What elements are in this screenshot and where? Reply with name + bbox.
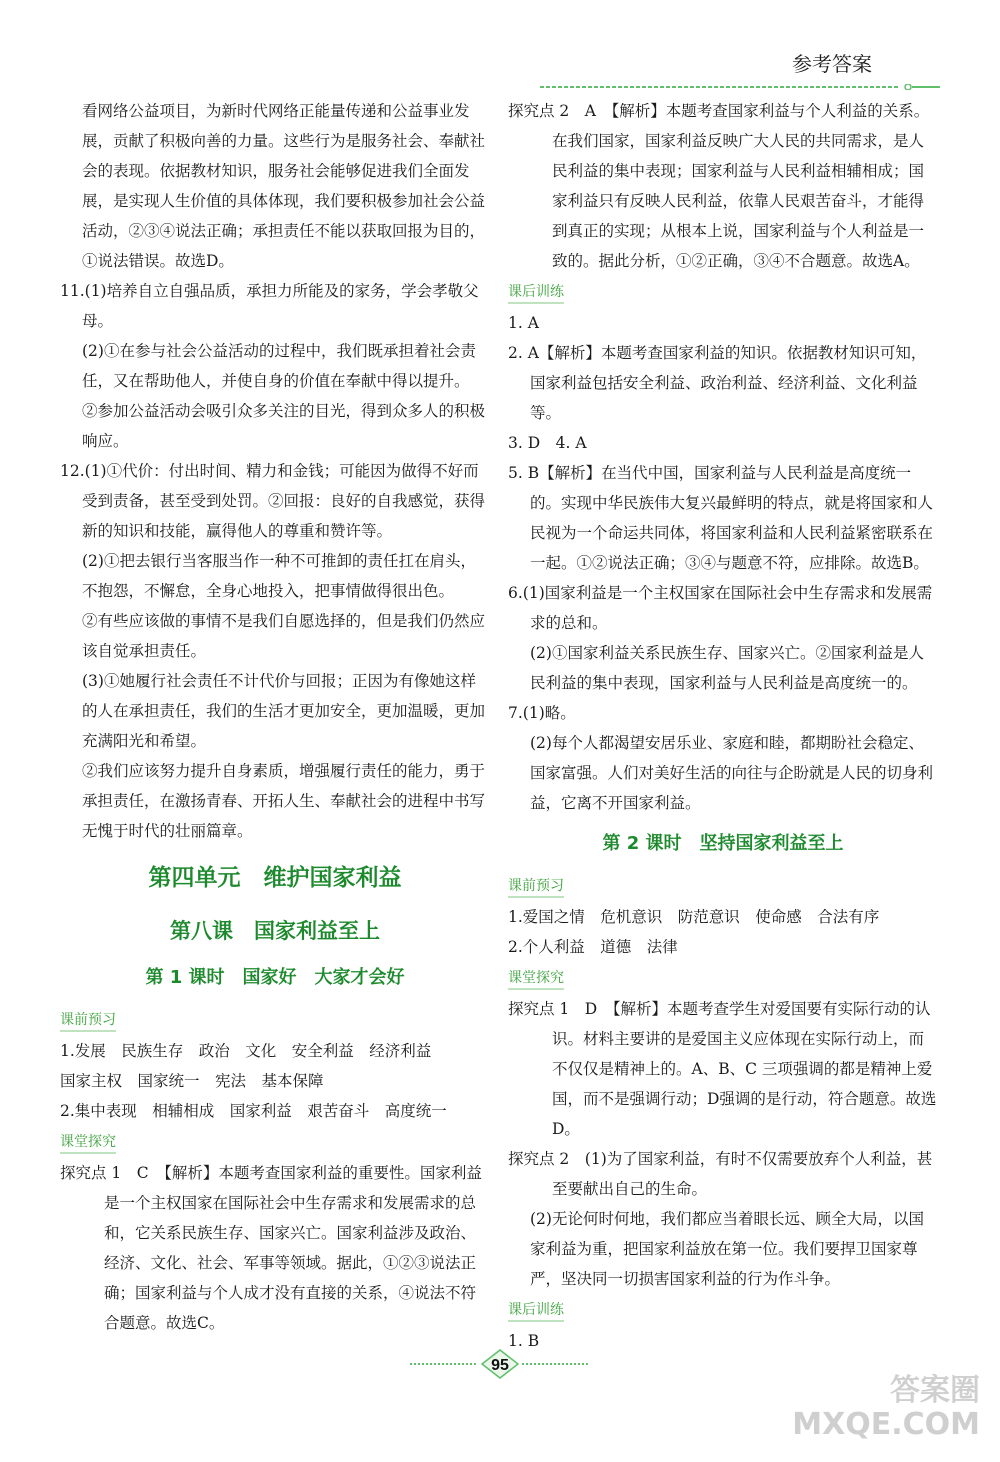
after-2-answer-1: 1. B — [508, 1332, 540, 1350]
after-answer-2: 2. A【解析】本题考查国家利益的知识。依据教材知识可知，国家利益包括安全利益、政治利益、经济利益、文化利益等。 — [508, 344, 927, 422]
after-answer-3-4: 3. D 4. A — [508, 434, 587, 452]
header-title: 参考答案 — [792, 52, 872, 76]
answer-12-part-2a: (2)①把去银行当客服当作一种不可推卸的责任扛在肩头，不抱怨，不懈怠，全身心地投入，把事情做得很出色。 — [82, 552, 476, 600]
after-answer-7-part-1: 7.(1)略。 — [508, 704, 576, 722]
explore-2-answer-1: 探究点 1 D 【解析】本题考查学生对爱国要有实际行动的认识。材料主要讲的是爱国主义应体现在实际行动上，而不仅仅是精神上的。A、B、C 三项强调的都是精神上爱国，而不是强调行动；D强调的是行动，符合题意。故选D。 — [508, 1000, 937, 1138]
after-answer-5: 5. B【解析】在当代中国，国家利益与人民利益是高度统一的。实现中华民族伟大复兴最鲜明的特点，就是将国家和人民视为一个命运共同体，将国家利益和人民利益紧密联系在一起。①②说法正确；③④与题意不符，应排除。故选B。 — [508, 464, 934, 572]
answer-paragraph: 看网络公益项目，为新时代网络正能量传递和公益事业发展，贡献了积极向善的力量。这些行为是服务社会、奉献社会的表现。依据教材知识，服务社会能够促进我们全面发展，是实现人生价值的具体体现，我们要积极参加社会公益活动，②③④说法正确；承担责任不能以获取回报为目的，①说法错误。故选D。 — [82, 102, 486, 270]
after-answer-7-part-2: (2)每个人都渴望安居乐业、家庭和睦，都期盼社会稳定、国家富强。人们对美好生活的向往与企盼就是人民的切身利益，它离不开国家利益。 — [530, 734, 934, 812]
answer-11-part-1: 11.(1)培养自立自强品质，承担力所能及的家务，学会孝敬父母。 — [60, 282, 479, 330]
watermark-line-1: 答案圈 — [890, 1373, 980, 1408]
answer-11-part-2b: ②参加公益活动会吸引众多关注的目光，得到众多人的积极响应。 — [82, 402, 486, 450]
preview-answer-1b: 国家主权 国家统一 宪法 基本保障 — [60, 1072, 324, 1090]
section-label-after-class: 课后训练 — [508, 282, 564, 304]
answer-12-part-1: 12.(1)①代价：付出时间、精力和金钱；可能因为做得不好而受到责备，甚至受到处罚。②回报：良好的自我感觉，获得新的知识和技能，赢得他人的尊重和赞许等。 — [60, 462, 486, 540]
watermark — [792, 1374, 980, 1442]
after-answer-6-part-2: (2)①国家利益关系民族生存、国家兴亡。②国家利益是人民利益的集中表现，国家利益与人民利益是高度统一的。 — [530, 644, 924, 692]
page-number: 95 — [491, 1357, 509, 1374]
answer-12-part-2b: ②有些应该做的事情不是我们自愿选择的，但是我们仍然应该自觉承担责任。 — [82, 612, 486, 660]
after-answer-1: 1. A — [508, 314, 539, 332]
section-label-explore-2: 课堂探究 — [508, 968, 564, 990]
unit-title: 第四单元 维护国家利益 — [148, 865, 402, 891]
watermark-line-2: MXQE.COM — [792, 1407, 980, 1442]
preview-answer-1: 1.发展 民族生存 政治 文化 安全利益 经济利益 — [60, 1042, 432, 1060]
period-title: 第 1 课时 国家好 大家才会好 — [145, 967, 405, 988]
preview-2-answer-1: 1.爱国之情 危机意识 防范意识 使命感 合法有序 — [508, 908, 880, 926]
section-label-preview: 课前预习 — [60, 1010, 116, 1032]
preview-answer-2: 2.集中表现 相辅相成 国家利益 艰苦奋斗 高度统一 — [60, 1102, 447, 1120]
lesson-title: 第八课 国家利益至上 — [170, 919, 380, 943]
section-label-after-class-2: 课后训练 — [508, 1300, 564, 1322]
explore-answer-1: 探究点 1 C 【解析】本题考查国家利益的重要性。国家利益是一个主权国家在国际社会中生存需求和发展需求的总和，它关系民族生存、国家兴亡。国家利益涉及政治、经济、文化、社会、军事等领域。据此，①②③说法正确；国家利益与个人成才没有直接的关系，④说法不符合题意。故选C。 — [60, 1164, 482, 1332]
section-label-preview-2: 课前预习 — [508, 876, 564, 898]
page-number-ornament — [410, 1347, 590, 1381]
preview-2-answer-2: 2.个人利益 道德 法律 — [508, 938, 678, 956]
right-column — [508, 96, 938, 1356]
explore-answer-2: 探究点 2 A 【解析】本题考查国家利益与个人利益的关系。在我们国家，国家利益反映广大人民的共同需求，是人民利益的集中表现；国家利益与人民利益相辅相成；国家利益只有反映人民利益，依靠人民艰苦奋斗，才能得到真正的实现；从根本上说，国家利益与个人利益是一致的。据此分析，①②正确，③④不合题意。故选A。 — [508, 102, 930, 270]
explore-2-answer-2a: 探究点 2 (1)为了国家利益，有时不仅需要放弃个人利益，甚至要献出自己的生命。 — [508, 1150, 933, 1198]
answer-12-part-3a: (3)①她履行社会责任不计代价与回报；正因为有像她这样的人在承担责任，我们的生活才更加安全，更加温暖，更加充满阳光和希望。 — [82, 672, 486, 750]
period-title-2: 第 2 课时 坚持国家利益至上 — [602, 833, 844, 854]
after-answer-6-part-1: 6.(1)国家利益是一个主权国家在国际社会中生存需求和发展需求的总和。 — [508, 584, 933, 632]
answer-11-part-2a: (2)①在参与社会公益活动的过程中，我们既承担着社会责任，又在帮助他人，并使自身的价值在奉献中得以提升。 — [82, 342, 476, 390]
header-decorative-rule — [540, 84, 940, 90]
answer-12-part-3b: ②我们应该努力提升自身素质，增强履行责任的能力，勇于承担责任，在激扬青春、开拓人生、奉献社会的进程中书写无愧于时代的壮丽篇章。 — [82, 762, 486, 840]
explore-2-answer-2b: (2)无论何时何地，我们都应当着眼长远、顾全大局，以国家利益为重，把国家利益放在第一位。我们要捍卫国家尊严，坚决同一切损害国家利益的行为作斗争。 — [530, 1210, 924, 1288]
section-label-explore: 课堂探究 — [60, 1132, 116, 1154]
left-column — [60, 96, 490, 1338]
